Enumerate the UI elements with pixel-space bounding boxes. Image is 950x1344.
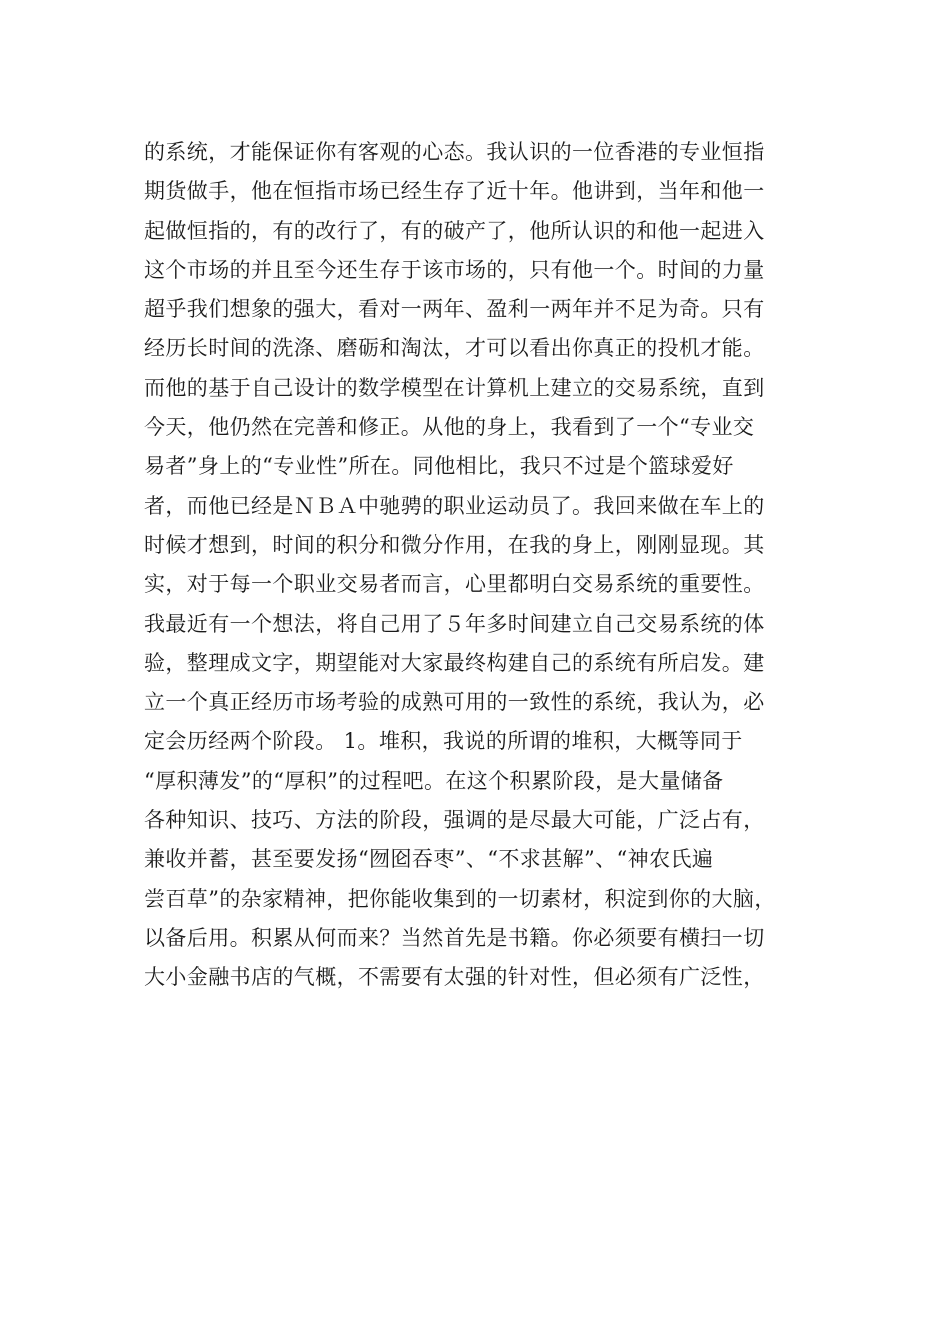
text-line: 而他的基于自己设计的数学模型在计算机上建立的交易系统，直到	[144, 375, 765, 400]
text-line: 这个市场的并且至今还生存于该市场的，只有他一个。时间的力量	[144, 257, 765, 282]
text-line: 实，对于每一个职业交易者而言，心里都明白交易系统的重要性。	[144, 572, 765, 597]
document-body	[144, 133, 824, 998]
text-line: 尝百草”的杂家精神，把你能收集到的一切素材，积淀到你的大脑，	[144, 886, 776, 911]
text-line: 大小金融书店的气概，不需要有太强的针对性，但必须有广泛性，	[144, 965, 765, 990]
text-line: 的系统，才能保证你有客观的心态。我认识的一位香港的专业恒指	[144, 140, 765, 164]
text-line: 超乎我们想象的强大，看对一两年、盈利一两年并不足为奇。只有	[144, 297, 765, 322]
text-line: 验，整理成文字，期望能对大家最终构建自己的系统有所启发。建	[144, 650, 765, 675]
text-line: 者，而他已经是ＮＢＡ中驰骋的职业运动员了。我回来做在车上的	[144, 493, 765, 518]
text-line: 定会历经两个阶段。 1。堆积，我说的所谓的堆积，大概等同于	[144, 729, 743, 754]
text-line: 立一个真正经历市场考验的成熟可用的一致性的系统，我认为，必	[144, 690, 765, 715]
text-line: 期货做手，他在恒指市场已经生存了近十年。他讲到，当年和他一	[144, 179, 765, 204]
text-line: “厚积薄发”的“厚积”的过程吧。在这个积累阶段，是大量储备	[144, 768, 724, 793]
text-line: 今天，他仍然在完善和修正。从他的身上，我看到了一个“专业交	[144, 415, 755, 440]
text-line: 经历长时间的洗涤、磨砺和淘汰，才可以看出你真正的投机才能。	[144, 336, 765, 361]
text-line: 以备后用。积累从何而来？当然首先是书籍。你必须要有横扫一切	[144, 925, 765, 950]
text-line: 起做恒指的，有的改行了，有的破产了，他所认识的和他一起进入	[144, 218, 765, 243]
text-line: 兼收并蓄，甚至要发扬“囫囵吞枣”、“不求甚解”、“神农氏遍	[144, 847, 714, 872]
text-line: 时候才想到，时间的积分和微分作用，在我的身上，刚刚显现。其	[144, 532, 765, 557]
text-line: 易者”身上的“专业性”所在。同他相比，我只不过是个篮球爱好	[144, 454, 734, 479]
text-line: 各种知识、技巧、方法的阶段，强调的是尽最大可能，广泛占有，	[144, 808, 765, 833]
text-line: 我最近有一个想法，将自己用了５年多时间建立自己交易系统的体	[144, 611, 765, 636]
